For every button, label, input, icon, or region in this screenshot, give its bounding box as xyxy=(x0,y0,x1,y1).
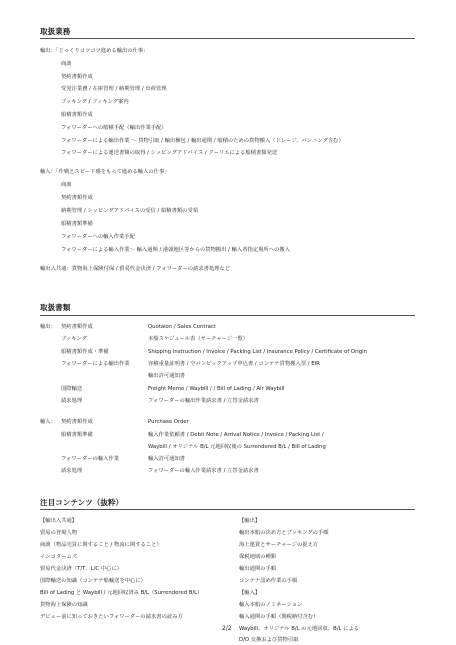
list-item: フォワーダーへの輸入作業手配 xyxy=(61,234,135,240)
list-item: 契約書類作成 xyxy=(61,74,93,80)
list-item: フォワーダーへの船積手配（輸出作業手配） xyxy=(61,125,167,131)
section-title-business: 取扱業務 xyxy=(40,27,71,36)
list-item: 納期管理 / シッピングアドバイスの受信 / 船積書類の受領 xyxy=(61,208,199,214)
list-item: デビュー前に知っておきたいフォワーダーの請求書の読み方 xyxy=(40,614,183,620)
list-item: 貨物海上保険の知識 xyxy=(40,602,88,608)
doc-row-value: 輸入許可通知書 xyxy=(148,456,186,462)
list-item: フォワーダーによる輸出作業 ～ 貨物引取 / 輸出梱包 / 輸出通関 / 船積のための貨物搬入（ドレージ、バンニング含む） xyxy=(61,138,344,144)
list-item: コンテナ詰め作業の手順 xyxy=(239,578,298,584)
doc-row-label: 船積書類作成・準備 xyxy=(61,349,109,355)
list-item: 国際輸送の知識（コンテナ船輸送を中心に） xyxy=(40,578,146,584)
doc-row-label: 国際輸送 xyxy=(61,386,83,392)
list-item: 貿易代金決済（T/T、L/C 中心に） xyxy=(40,566,122,572)
section-title-featured: 注目コンテンツ（抜粋） xyxy=(40,498,124,507)
section-divider xyxy=(40,315,415,316)
doc-row-value: Waybill / オリジナル B/L 元地回収後の Surrendered B/L / Bill of Lading xyxy=(148,444,326,450)
list-item: 商談 xyxy=(61,182,72,188)
doc-row-label: 契約書類作成 xyxy=(61,419,93,425)
list-item: フォワーダーによる輸入作業～ 輸入通関 / 港頭地区等からの貨物搬出 / 輸入者指定場所への搬入 xyxy=(61,247,290,253)
list-item: 【輸入】 xyxy=(239,590,261,596)
section-divider xyxy=(40,509,415,510)
doc-row-value: Purchase Order xyxy=(148,419,189,425)
doc-row-label: フォワーダーによる輸出作業 xyxy=(61,361,130,367)
list-item: 【輸出入共通】 xyxy=(40,518,78,524)
list-item: 輸出本船の決め方とブッキングの手順 xyxy=(239,530,329,536)
list-item: 船積書類作成 xyxy=(61,112,93,118)
list-item: D/O 交換および貨物引取 xyxy=(239,637,299,643)
doc-row-value: フォワーダーの輸出作業請求書 / 立替金請求書 xyxy=(148,398,259,404)
list-item: 保税地域の種類 xyxy=(239,554,277,560)
list-item: 輸出通関の手順 xyxy=(239,566,277,572)
doc-row-label: 船積書類準備 xyxy=(61,432,93,438)
list-item: 【輸出】 xyxy=(239,518,261,524)
doc-row-value: Quotaion / Sales Contract xyxy=(148,324,216,330)
section-divider xyxy=(40,38,415,39)
doc-row-value: 本船スケジュール表（サーチャージ一覧） xyxy=(148,336,249,342)
list-item: 契約書類作成 xyxy=(61,195,93,201)
list-item: ブッキング / ブッキング案内 xyxy=(61,99,129,105)
list-item: 船積書類準備 xyxy=(61,221,93,227)
export-prefix: 輸出： xyxy=(40,324,56,330)
list-item: インコタームズ xyxy=(40,554,78,560)
doc-row-label: 請求処理 xyxy=(61,398,83,404)
doc-row-value: 輸入作業依頼書 / Debit Note / Arrival Notice / Invoice / Packing List / xyxy=(148,432,324,438)
doc-row-value: 輸出許可通知書 xyxy=(148,373,186,379)
list-item: 輸入本船のノミネーション xyxy=(239,602,303,608)
section-title-documents: 取扱書類 xyxy=(40,303,71,312)
doc-row-value: Shipping Instruction / Invoice / Packing List / Insurance Policy / Certificate of Origin xyxy=(148,349,367,355)
doc-row-label: ブッキング xyxy=(61,336,87,342)
common-note: 輸出入共通：貨物海上保険付保 / 貿易代金決済 / フォワーダーの請求書処理など xyxy=(40,266,231,272)
doc-row-value: 容積重量証明書 / 空バンピックアップ申込書 / コンテナ貨物搬入票 / EIR xyxy=(148,361,320,367)
list-item: Waybill、オリジナル B/L の元地回収、B/L による xyxy=(239,626,360,632)
doc-row-value: Freight Memo / Waybill / / Bill of Lading / Air Waybill xyxy=(148,386,285,392)
list-item: フォワーダーによる運送書類の取得 / シッピングアドバイス / クーリエによる船積書類発送 xyxy=(61,150,278,156)
list-item: Bill of Lading と Waybill / 元地回収済み B/L（Surrendered B/L） xyxy=(40,590,203,596)
list-item: 海上運賃とサーチャージの捉え方 xyxy=(239,542,319,548)
import-heading: 輸入：「作戦とスピード感をもって進める輸入の仕事」 xyxy=(40,169,170,175)
doc-row-label: 契約書類作成 xyxy=(61,324,93,330)
list-item: 貿易の登場人物 xyxy=(40,530,78,536)
import-prefix: 輸入： xyxy=(40,419,56,425)
doc-row-label: フォワーダーの輸入作業 xyxy=(61,456,120,462)
list-item: 商談 xyxy=(61,61,72,67)
export-heading: 輸出：「じっくりコツコツ進める輸出の仕事」 xyxy=(40,48,149,54)
list-item: 輸入通関の手順（関税納付含む） xyxy=(239,614,319,620)
list-item: 商談（物品売買に関すること / 物流に関すること） xyxy=(40,542,162,548)
page-number: 2/2 xyxy=(222,625,232,632)
doc-row-label: 請求処理 xyxy=(61,468,83,474)
list-item: 受発注業務 / 在庫管理 / 納期管理 / 出荷管理 xyxy=(61,86,167,92)
doc-row-value: フォワーダーの輸入作業請求書 / 立替金請求書 xyxy=(148,468,259,474)
